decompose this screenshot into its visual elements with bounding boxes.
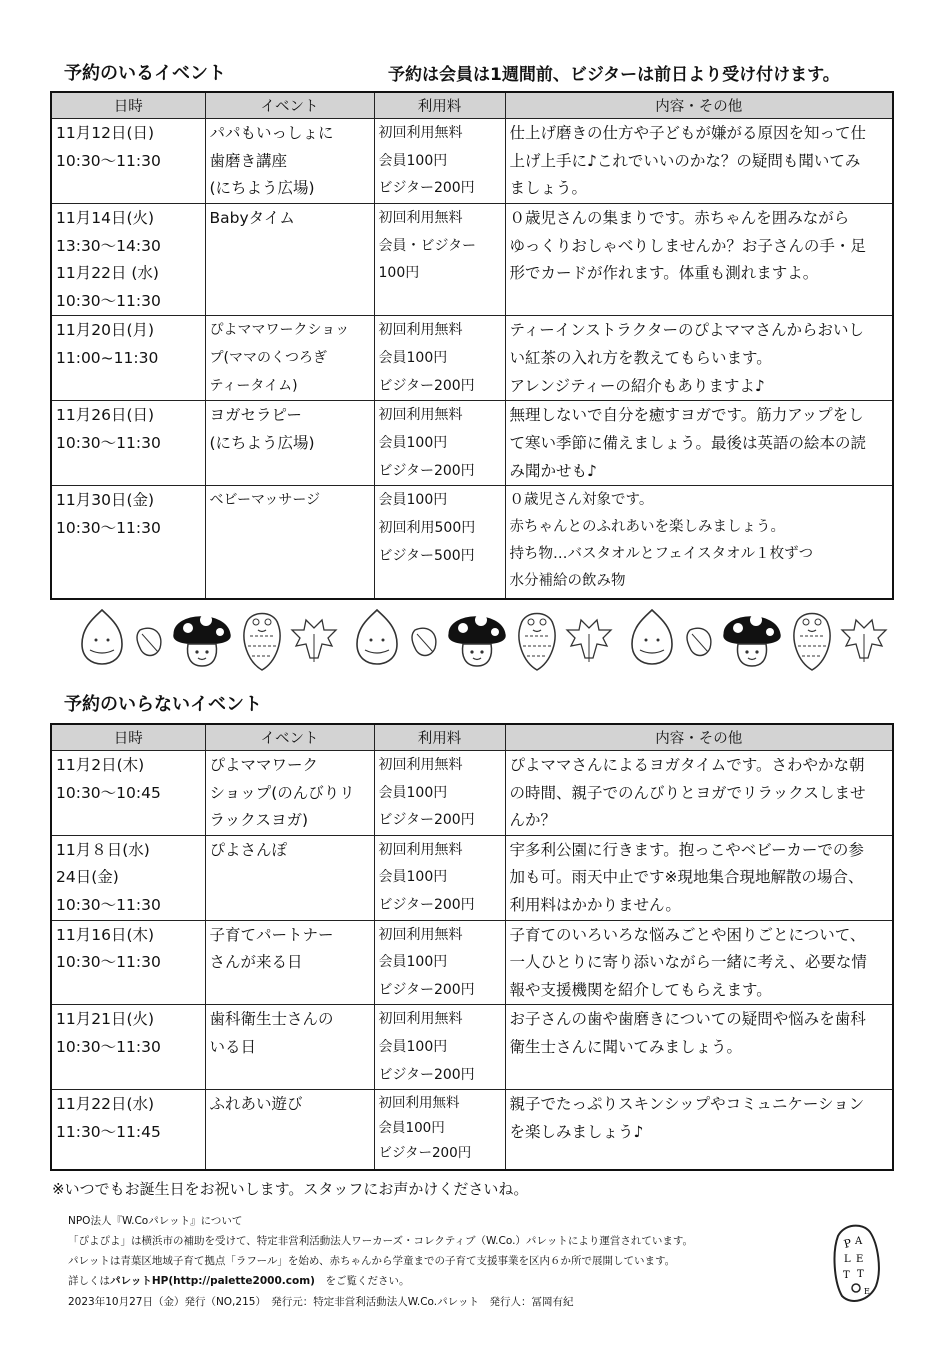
svg-text:E: E <box>856 1254 864 1265</box>
event-fee: 初回利用無料 会員100円 ビジター200円 <box>378 322 475 394</box>
event-date: 11月20日(月) 11:00~11:30 <box>56 321 159 367</box>
event-fee: 初回利用無料 会員100円 ビジター200円 <box>378 841 475 913</box>
org-heading: NPO法人『W.Coパレット』について <box>68 1215 243 1227</box>
table-row <box>51 119 893 204</box>
event-name: ぴよママワーク ショップ(のんびりリ ラックスヨガ) <box>209 756 355 830</box>
event-fee: 初回利用無料 会員100円 ビジター200円 <box>378 1095 472 1162</box>
event-name: Babyタイム <box>209 209 295 227</box>
event-fee: 初回利用無料 会員・ビジター 100円 <box>378 210 476 282</box>
table-row <box>51 835 893 920</box>
header-content: 内容・その他 <box>505 92 893 119</box>
svg-text:T: T <box>857 1269 864 1280</box>
event-date: 11月８日(水) 24日(金) 10:30～11:30 <box>56 840 161 914</box>
header-date: 日時 <box>51 724 205 751</box>
event-fee: 初回利用無料 会員100円 ビジター200円 <box>378 125 475 197</box>
event-fee: 初回利用無料 会員100円 ビジター200円 <box>378 407 475 479</box>
event-date: 11月26日(日) 10:30～11:30 <box>56 406 161 452</box>
website-link[interactable]: パレットHP(http://palette2000.com) <box>110 1275 315 1287</box>
event-date: 11月30日(金) 10:30～11:30 <box>56 491 161 537</box>
event-name: 子育てパートナー さんが来る日 <box>209 925 334 972</box>
event-content: 親子でたっぷりスキンシップやコミュニケーション を楽しみましょう♪ <box>509 1095 865 1141</box>
org-description: 「ぴよぴよ」は横浜市の補助を受けて、特定非営利活動法人ワーカーズ・コレクティブ（W.Co.）パレットにより運営されています。 <box>68 1235 693 1247</box>
event-name: ぴよさんぽ <box>209 840 288 859</box>
event-name: ヨガセラピー (にちよう広場) <box>209 406 315 452</box>
event-name: ベビーマッサージ <box>209 492 321 509</box>
org-website-line: 詳しくはパレットHP(http://palette2000.com) をご覧ください。 <box>68 1275 410 1287</box>
header-event: イベント <box>205 92 374 119</box>
chestnut-icon <box>82 610 122 664</box>
birthday-footnote: ※いつでもお誕生日をお祝いします。スタッフにお声かけくださいね。 <box>52 1180 529 1198</box>
event-content: 子育てのいろいろな悩みごとや困りごとについて、 一人ひとりに寄り添いながら一緒に考え、必要な情 報や支援機関を紹介してもらえます。 <box>509 925 867 999</box>
header-content: 内容・その他 <box>505 724 893 751</box>
svg-text:E: E <box>864 1287 870 1296</box>
table-row <box>51 316 893 401</box>
event-content: 無理しないで自分を癒すヨガです。筋力アップをし て寒い季節に備えましょう。最後は英語の絵本の読 み聞かせも♪ <box>509 406 867 480</box>
table-row <box>51 1090 893 1170</box>
publication-info: 2023年10月27日（金）発行（NO,215） 発行元：特定非営利活動法人W.Co.パレット 発行人：冨岡有紀 <box>68 1296 574 1308</box>
event-date: 11月12日(日) 10:30～11:30 <box>56 124 161 170</box>
reserve-events-table <box>50 91 894 600</box>
event-content: ティーインストラクターのぴよママさんからおいし い紅茶の入れ方を教えてもらいます。 アレンジティーの紹介もありますよ♪ <box>509 321 864 395</box>
table-row <box>51 486 893 599</box>
org-activities: パレットは青葉区地域子育て拠点「ラフール」を始め、赤ちゃんから学童までの子育て支援事業を区内６か所で展開しています。 <box>68 1255 676 1267</box>
autumn-decoration-border <box>70 600 890 676</box>
event-fee: 初回利用無料 会員100円 ビジター200円 <box>378 757 475 829</box>
event-content: ０歳児さんの集まりです。赤ちゃんを囲みながら ゆっくりおしゃべりしませんか？お子さんの手・足 形でカードが作れます。体重も測れますよ。 <box>509 209 866 283</box>
mushroom-icon <box>174 614 230 666</box>
svg-text:A: A <box>855 1236 863 1247</box>
event-content: 仕上げ磨きの仕方や子どもが嫌がる原因を知って仕 上げ上手に♪これでいいのかな？の疑問も聞いてみ ましょう。 <box>509 124 867 198</box>
palette-logo <box>828 1222 884 1306</box>
event-name: ふれあい遊び <box>209 1095 303 1114</box>
event-content: ０歳児さん対象です。 赤ちゃんとのふれあいを楽しみましょう。 持ち物…バスタオルとフェイスタオル１枚ずつ 水分補給の飲み物 <box>509 492 814 590</box>
event-fee: 会員100円 初回利用500円 ビジター500円 <box>378 492 476 564</box>
table-row <box>51 1005 893 1090</box>
event-fee: 初回利用無料 会員100円 ビジター200円 <box>378 1011 475 1083</box>
event-date: 11月16日(木) 10:30～11:30 <box>56 925 161 972</box>
table-row <box>51 920 893 1005</box>
event-fee: 初回利用無料 会員100円 ビジター200円 <box>378 926 475 998</box>
maple-leaf-icon <box>292 620 336 662</box>
svg-text:T: T <box>843 1270 850 1281</box>
pinecone-icon <box>244 614 280 671</box>
table-row <box>51 751 893 836</box>
event-content: ぴよママさんによるヨガタイムです。さわやかな朝 の時間、親子でのんびりとヨガでリラックスしませ んか？ <box>509 756 866 830</box>
event-date: 11月21日(火) 10:30～11:30 <box>56 1010 161 1056</box>
event-name: ぴよママワークショッ プ(ママのくつろぎ ティータイム) <box>209 322 350 394</box>
event-content: お子さんの歯や歯磨きについての疑問や悩みを歯科 衛生士さんに聞いてみましょう。 <box>509 1010 866 1056</box>
event-date: 11月14日(火) 13:30～14:30 11月22日 (水) 10:30～11:30 <box>56 209 161 310</box>
leaf-icon <box>137 628 161 655</box>
event-date: 11月2日(木) 10:30～10:45 <box>56 756 161 802</box>
header-fee: 利用料 <box>374 724 505 751</box>
table-row <box>51 401 893 486</box>
header-event: イベント <box>205 724 374 751</box>
header-date: 日時 <box>51 92 205 119</box>
event-name: パパもいっしょに 歯磨き講座 (にちよう広場) <box>209 124 334 198</box>
reserve-section-title: 予約のいるイベント <box>64 63 226 84</box>
event-name: 歯科衛生士さんの いる日 <box>209 1010 334 1056</box>
event-date: 11月22日(水) 11:30～11:45 <box>56 1095 161 1141</box>
table-row <box>51 204 893 316</box>
reservation-notice: 予約は会員は1週間前、ビジターは前日より受け付けます。 <box>388 65 840 85</box>
no-reserve-section-title: 予約のいらないイベント <box>64 694 262 715</box>
event-content: 宇多利公園に行きます。抱っこやベビーカーでの参 加も可。雨天中止です※現地集合現地解散の場合、 利用料はかかりません。 <box>509 840 864 914</box>
header-fee: 利用料 <box>374 92 505 119</box>
svg-text:P: P <box>842 1236 853 1251</box>
svg-text:L: L <box>844 1254 851 1265</box>
no-reserve-events-table <box>50 723 894 1171</box>
